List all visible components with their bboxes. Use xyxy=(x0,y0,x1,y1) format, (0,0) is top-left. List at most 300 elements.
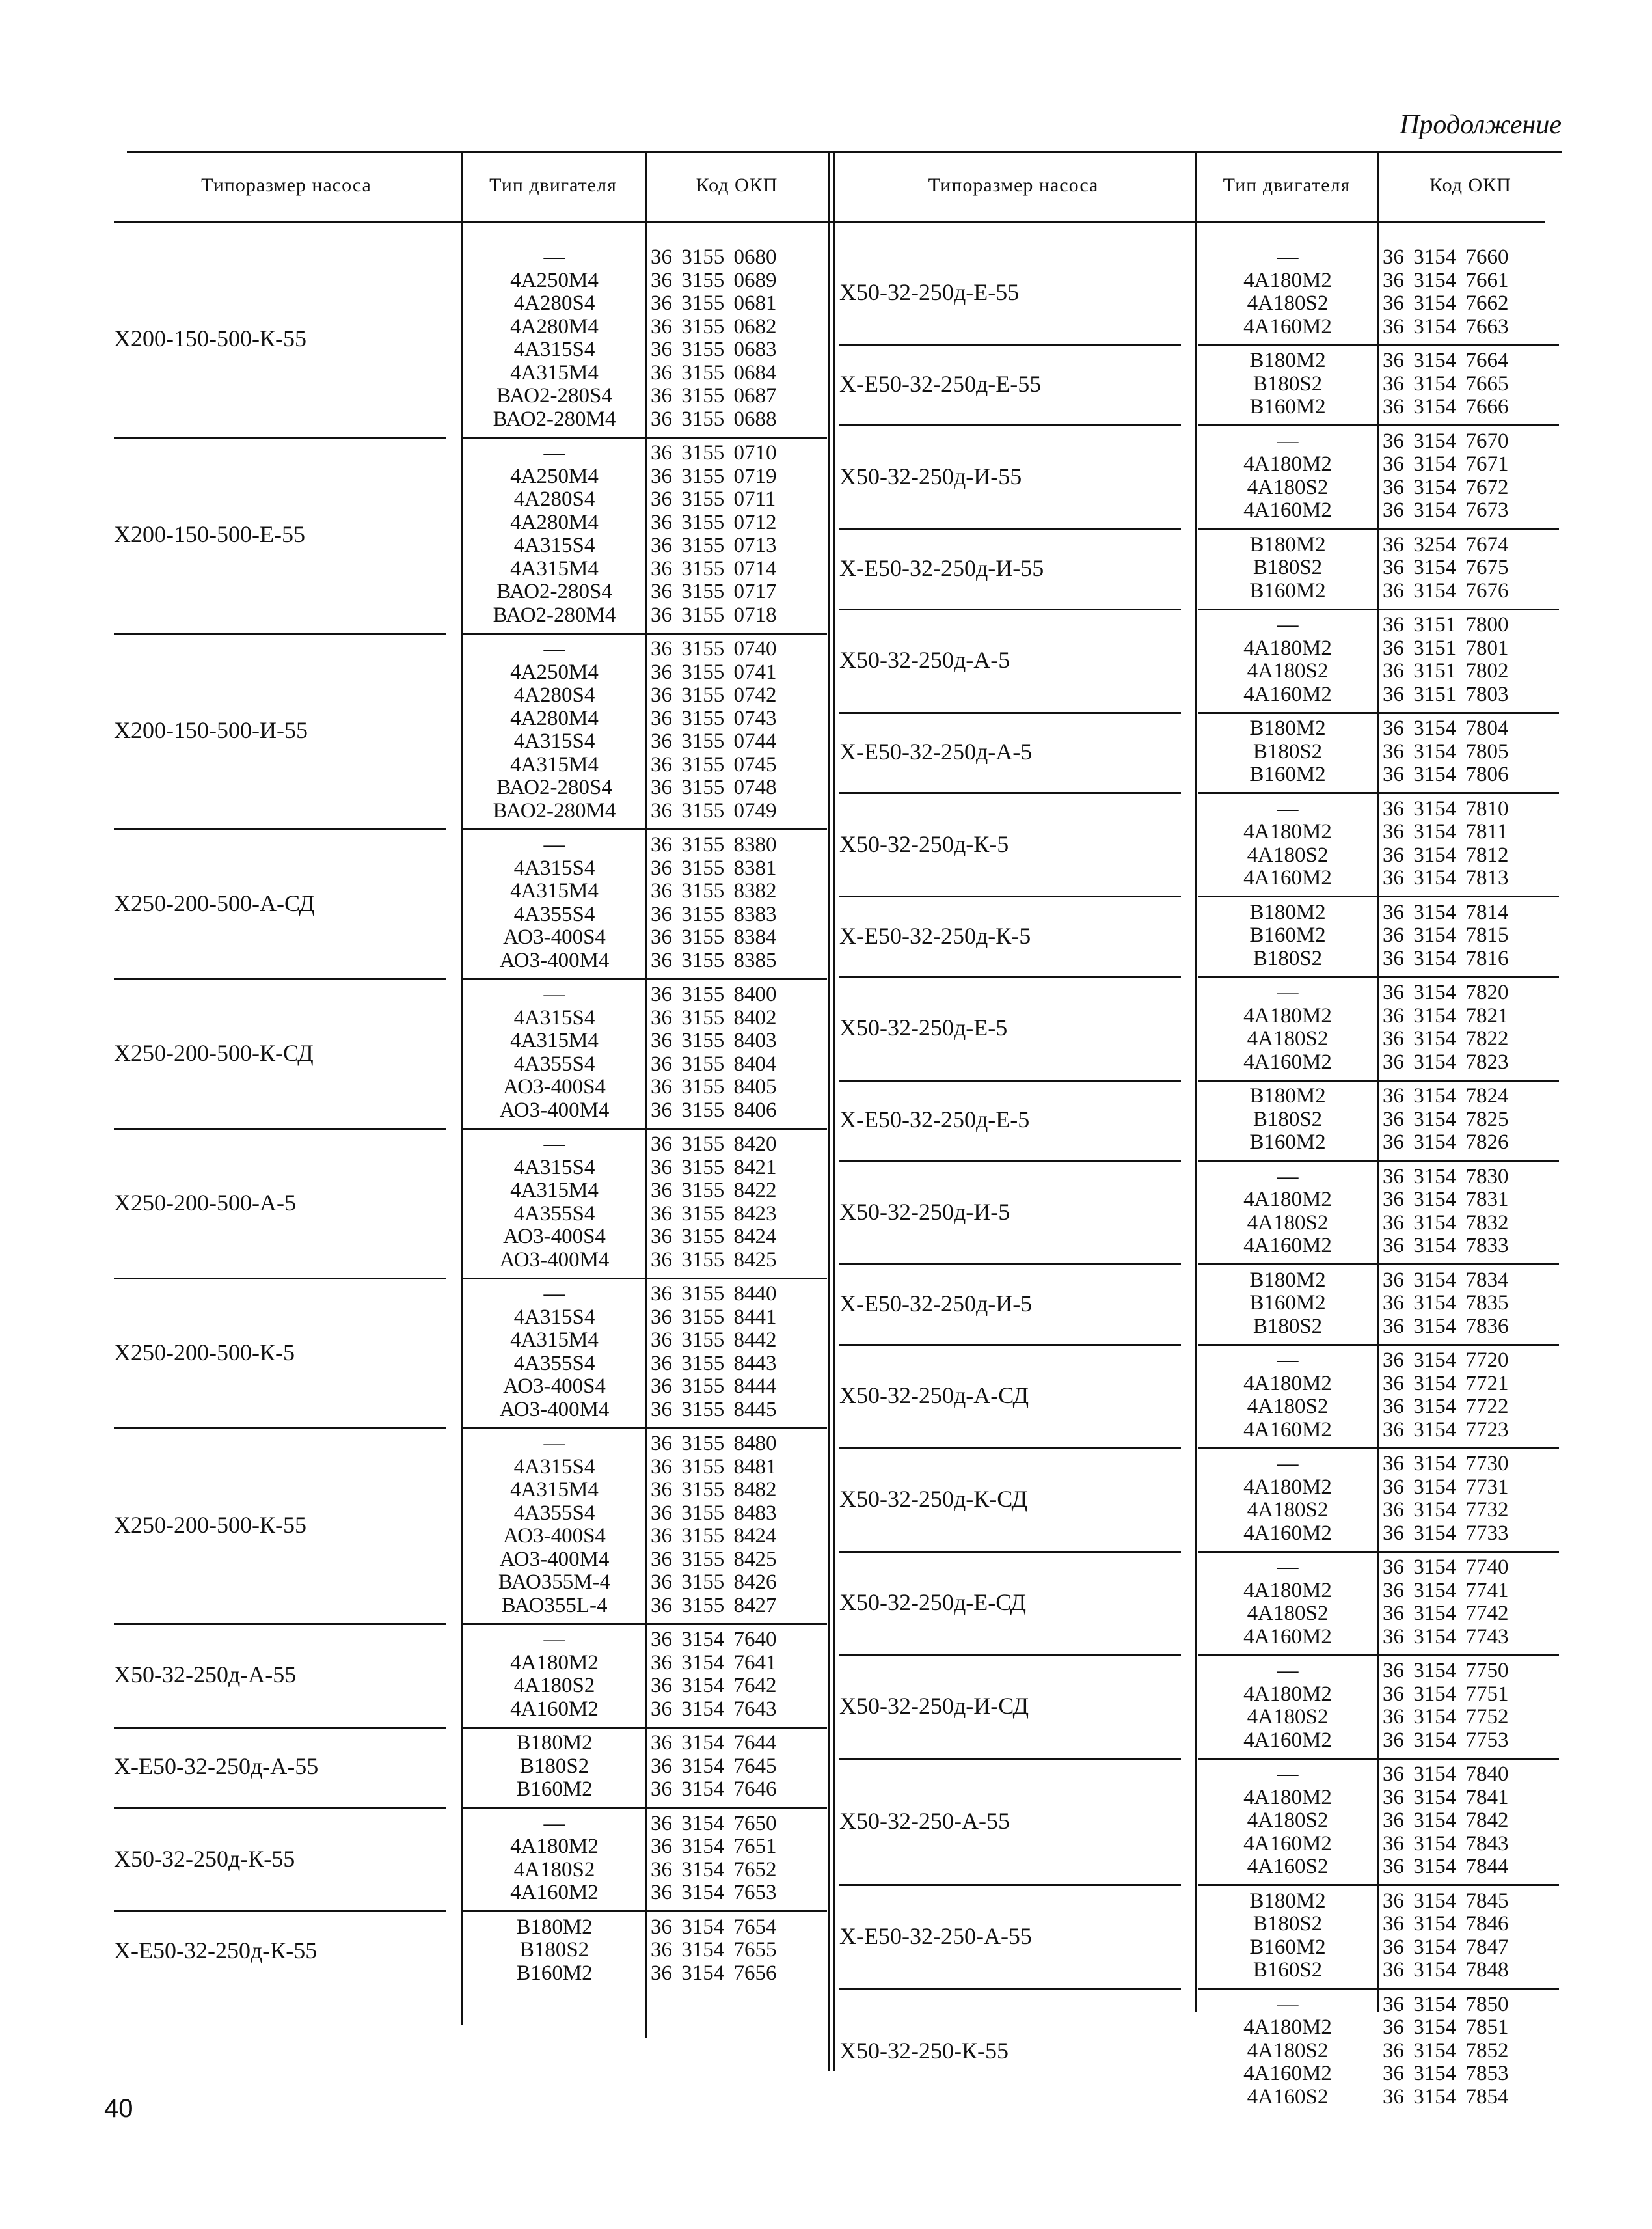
okp-code-list xyxy=(1380,1453,1559,1545)
okp-code: 36 3155 0683 xyxy=(651,338,777,361)
pump-group xyxy=(0,717,1652,787)
pump-group xyxy=(0,1890,1652,1982)
motor-type: ВАО355L-4 xyxy=(501,1593,608,1617)
motor-type: 4А160М2 xyxy=(1243,1234,1332,1257)
pump-model: Х50-32-250-А-55 xyxy=(839,1807,1010,1834)
motor-type: В180S2 xyxy=(1253,556,1323,579)
okp-code: 36 3155 0740 xyxy=(651,637,777,661)
okp-code: 36 3154 7845 xyxy=(1383,1889,1509,1913)
motor-type: 4А160М2 xyxy=(1243,499,1332,522)
okp-code-list xyxy=(1380,1763,1559,1879)
pump-model: Х-Е50-32-250д-И-55 xyxy=(839,554,1044,581)
okp-code: 36 3155 8425 xyxy=(651,1547,777,1571)
motor-type: 4А280М4 xyxy=(510,510,599,534)
motor-type: 4А180S2 xyxy=(513,1674,595,1697)
okp-code: 36 3154 7813 xyxy=(1383,866,1509,890)
row-separator xyxy=(839,1884,1181,1886)
okp-code: 36 3154 7806 xyxy=(1383,763,1509,786)
pump-model: Х50-32-250д-К-5 xyxy=(839,830,1009,857)
okp-code: 36 3154 7750 xyxy=(1383,1659,1509,1682)
okp-code: 36 3154 7722 xyxy=(1383,1395,1509,1418)
okp-code: 36 3154 7673 xyxy=(1383,499,1509,522)
motor-type: 4А355S4 xyxy=(513,1351,595,1375)
okp-code: 36 3154 7653 xyxy=(651,1881,777,1904)
pump-model: Х200-150-500-Е-55 xyxy=(114,521,305,547)
okp-code: 36 3155 8441 xyxy=(651,1305,777,1329)
motor-type: В160М2 xyxy=(1249,763,1326,786)
okp-code: 36 3155 8420 xyxy=(651,1132,777,1156)
okp-code: 36 3154 7742 xyxy=(1383,1602,1509,1625)
motor-type: 4А180М2 xyxy=(510,1835,599,1858)
okp-code: 36 3154 7740 xyxy=(1383,1555,1509,1579)
motor-list xyxy=(1198,1453,1377,1545)
motor-type: — xyxy=(1277,797,1299,821)
motor-type: ВАО2-280М4 xyxy=(493,603,616,627)
pump-model: Х50-32-250д-А-5 xyxy=(839,647,1010,673)
motor-type: 4А355S4 xyxy=(513,1201,595,1225)
okp-code: 36 3154 7666 xyxy=(1383,395,1509,418)
okp-code: 36 3154 7752 xyxy=(1383,1705,1509,1729)
pump-model: Х250-200-500-А-СД xyxy=(114,890,315,916)
motor-list xyxy=(1198,1890,1377,1982)
col-header-code-left: Код ОКП xyxy=(696,174,778,196)
okp-code: 36 3154 7834 xyxy=(1383,1268,1509,1292)
row-separator xyxy=(839,976,1181,978)
okp-code: 36 3155 8427 xyxy=(651,1593,777,1617)
motor-type: — xyxy=(543,1628,565,1651)
okp-code: 36 3155 0719 xyxy=(651,464,777,488)
motor-type: 4А180М2 xyxy=(1243,1371,1332,1395)
pump-model: Х50-32-250д-Е-55 xyxy=(839,279,1020,305)
motor-type: 4А280S4 xyxy=(513,683,595,707)
motor-type: 4А180М2 xyxy=(510,1650,599,1675)
motor-list xyxy=(1198,717,1377,787)
motor-type: В180М2 xyxy=(1249,1084,1326,1108)
okp-code: 36 3155 8404 xyxy=(651,1052,777,1076)
motor-type: 4А180S2 xyxy=(1247,1602,1329,1625)
motor-list xyxy=(1198,981,1377,1074)
pump-group xyxy=(0,798,1652,890)
motor-type: 4А180М2 xyxy=(1243,1475,1332,1499)
okp-code: 36 3155 0688 xyxy=(651,407,777,431)
okp-code-list xyxy=(1380,981,1559,1074)
okp-code: 36 3155 0712 xyxy=(651,510,777,534)
okp-code: 36 3155 8480 xyxy=(651,1432,777,1455)
row-separator xyxy=(1198,1447,1559,1449)
okp-code: 36 3155 8425 xyxy=(651,1248,777,1272)
okp-code: 36 3155 8382 xyxy=(651,879,777,903)
motor-type: — xyxy=(543,1132,565,1156)
pump-model: Х-Е50-32-250-А-55 xyxy=(839,1922,1032,1949)
motor-type: В160М2 xyxy=(1249,395,1326,418)
motor-type: В180М2 xyxy=(1249,1268,1326,1292)
pump-group xyxy=(0,246,1652,338)
okp-code: 36 3155 0711 xyxy=(651,487,776,511)
motor-type: 4А160М2 xyxy=(1243,866,1332,890)
motor-type: 4А180S2 xyxy=(1247,1809,1329,1832)
okp-code: 36 3155 8445 xyxy=(651,1397,777,1421)
motor-type: АО3-400М4 xyxy=(499,1248,610,1272)
okp-code-list xyxy=(1380,534,1559,603)
okp-code: 36 3154 7831 xyxy=(1383,1188,1509,1211)
okp-code: 36 3154 7846 xyxy=(1383,1912,1509,1935)
motor-type: В180S2 xyxy=(1253,372,1323,396)
okp-code: 36 3155 8426 xyxy=(651,1570,777,1594)
okp-code: 36 3154 7811 xyxy=(1383,820,1508,843)
pump-model: Х50-32-250д-К-55 xyxy=(114,1845,295,1872)
okp-code-list xyxy=(1380,1166,1559,1258)
okp-code: 36 3155 8423 xyxy=(651,1201,777,1225)
motor-type: 4А160М2 xyxy=(1243,1417,1332,1442)
motor-type: 4А180М2 xyxy=(1243,452,1332,476)
okp-code: 36 3154 7676 xyxy=(1383,579,1509,603)
okp-code: 36 3154 7640 xyxy=(651,1628,777,1651)
pump-model: Х50-32-250д-А-СД xyxy=(839,1382,1029,1408)
okp-code: 36 3155 0680 xyxy=(651,245,777,269)
row-separator xyxy=(839,792,1181,794)
okp-code: 36 3154 7644 xyxy=(651,1731,777,1755)
pump-model: Х-Е50-32-250д-А-5 xyxy=(839,739,1033,765)
motor-type: 4А315М4 xyxy=(510,556,599,581)
motor-type: 4А315S4 xyxy=(513,1005,595,1030)
row-separator xyxy=(1198,1160,1559,1162)
row-separator xyxy=(839,1263,1181,1265)
okp-code: 36 3154 7654 xyxy=(651,1915,777,1939)
okp-code: 36 3154 7743 xyxy=(1383,1624,1509,1648)
motor-type: 4А180S2 xyxy=(1247,1395,1329,1418)
motor-type: В180S2 xyxy=(1253,1912,1323,1935)
motor-type: 4А160М2 xyxy=(510,1881,599,1904)
pump-group xyxy=(0,1166,1652,1258)
okp-code: 36 3154 7833 xyxy=(1383,1234,1509,1257)
okp-code: 36 3154 7832 xyxy=(1383,1210,1509,1235)
okp-code: 36 3154 7733 xyxy=(1383,1521,1509,1545)
okp-code: 36 3155 8384 xyxy=(651,925,777,949)
pump-model: Х250-200-500-К-СД xyxy=(114,1039,314,1066)
row-separator xyxy=(839,1988,1181,1990)
okp-code: 36 3154 7836 xyxy=(1383,1314,1509,1338)
motor-type: 4А180S2 xyxy=(1247,475,1329,499)
row-separator xyxy=(1198,528,1559,530)
okp-code: 36 3155 8482 xyxy=(651,1478,777,1501)
motor-type: 4А280М4 xyxy=(510,706,599,730)
okp-code: 36 3154 7805 xyxy=(1383,739,1509,763)
pump-model: Х50-32-250д-И-5 xyxy=(839,1198,1010,1225)
col-header-code-right: Код ОКП xyxy=(1429,174,1511,196)
row-separator xyxy=(839,424,1181,426)
motor-type: АО3-400М4 xyxy=(499,948,610,972)
pump-group xyxy=(0,1085,1652,1155)
pump-model: Х-Е50-32-250д-К-55 xyxy=(114,1937,318,1963)
motor-type: ВАО2-280М4 xyxy=(493,799,616,823)
motor-type: АО3-400М4 xyxy=(499,1547,610,1571)
okp-code: 36 3155 8422 xyxy=(651,1179,777,1202)
motor-type: 4А160М2 xyxy=(510,1697,599,1721)
okp-code: 36 3154 7650 xyxy=(651,1811,777,1835)
right-half xyxy=(0,221,1652,2109)
okp-code: 36 3155 8403 xyxy=(651,1029,777,1052)
pump-group xyxy=(0,1993,1652,2109)
okp-code: 36 3155 0743 xyxy=(651,706,777,730)
okp-code: 36 3151 7803 xyxy=(1383,682,1509,706)
motor-type: 4А180S2 xyxy=(1247,659,1329,683)
motor-type: 4А160М2 xyxy=(1243,682,1332,706)
pump-group xyxy=(0,534,1652,603)
motor-type: В160М2 xyxy=(1249,1130,1326,1154)
okp-code: 36 3154 7661 xyxy=(1383,268,1509,292)
motor-list xyxy=(1198,901,1377,971)
motor-type: ВАО2-280М4 xyxy=(493,407,616,431)
motor-type: — xyxy=(1277,1348,1299,1372)
motor-type: В180S2 xyxy=(1253,1314,1323,1338)
okp-code: 36 3154 7721 xyxy=(1383,1371,1509,1395)
pump-model: Х250-200-500-К-5 xyxy=(114,1339,295,1365)
pump-model: Х50-32-250д-А-55 xyxy=(114,1661,297,1688)
motor-type: АО3-400S4 xyxy=(503,925,606,949)
okp-code: 36 3155 8400 xyxy=(651,983,777,1006)
okp-code: 36 3154 7844 xyxy=(1383,1855,1509,1878)
motor-type: 4А180S2 xyxy=(1247,843,1329,867)
okp-code: 36 3254 7674 xyxy=(1383,532,1509,556)
okp-code: 36 3155 0684 xyxy=(651,361,777,385)
motor-type: — xyxy=(1277,981,1299,1004)
motor-list xyxy=(1198,1166,1377,1258)
okp-code: 36 3155 0710 xyxy=(651,441,777,465)
pump-group xyxy=(0,1556,1652,1648)
okp-code: 36 3154 7651 xyxy=(651,1835,777,1858)
okp-code: 36 3154 7655 xyxy=(651,1938,777,1962)
okp-code: 36 3154 7804 xyxy=(1383,717,1509,740)
okp-code: 36 3154 7723 xyxy=(1383,1417,1509,1442)
row-separator xyxy=(1198,1654,1559,1656)
row-separator xyxy=(1198,1080,1559,1082)
pump-group xyxy=(0,901,1652,971)
col-header-pump-left: Типоразмер насоса xyxy=(201,174,372,196)
okp-code-list xyxy=(1380,1349,1559,1442)
motor-type: 4А180М2 xyxy=(1243,2016,1332,2039)
motor-list xyxy=(1198,614,1377,706)
motor-type: 4А315S4 xyxy=(513,856,595,880)
motor-type: 4А160М2 xyxy=(1243,1521,1332,1545)
motor-type: 4А315S4 xyxy=(513,1305,595,1329)
okp-code: 36 3154 7732 xyxy=(1383,1498,1509,1522)
motor-type: 4А160М2 xyxy=(1243,1050,1332,1074)
motor-list xyxy=(1198,1660,1377,1752)
motor-type: 4А160S2 xyxy=(1247,2085,1329,2109)
motor-type: В180М2 xyxy=(516,1915,593,1939)
motor-type: В160S2 xyxy=(1253,1958,1323,1982)
motor-type: — xyxy=(1277,1164,1299,1188)
motor-type: В180S2 xyxy=(1253,946,1323,970)
okp-code: 36 3154 7854 xyxy=(1383,2085,1509,2109)
okp-code: 36 3155 0718 xyxy=(651,603,777,627)
okp-code-list xyxy=(1380,349,1559,419)
pump-model: Х-Е50-32-250д-И-5 xyxy=(839,1290,1033,1317)
motor-type: ВАО2-280S4 xyxy=(496,384,612,407)
motor-type: 4А315S4 xyxy=(513,1455,595,1479)
row-separator xyxy=(1198,609,1559,610)
col-header-motor-right: Тип двигателя xyxy=(1223,174,1351,196)
okp-code: 36 3154 7824 xyxy=(1383,1084,1509,1108)
okp-code: 36 3154 7645 xyxy=(651,1754,777,1778)
motor-list xyxy=(1198,1763,1377,1879)
okp-code: 36 3155 0687 xyxy=(651,384,777,407)
okp-code: 36 3154 7663 xyxy=(1383,314,1509,338)
motor-type: ВАО2-280S4 xyxy=(496,580,612,603)
motor-type: 4А250М4 xyxy=(510,464,599,488)
row-separator xyxy=(1198,1551,1559,1553)
row-separator xyxy=(1198,1988,1559,1990)
motor-type: — xyxy=(543,1282,565,1306)
motor-type: 4А180S2 xyxy=(513,1857,595,1881)
row-separator xyxy=(839,609,1181,610)
motor-type: — xyxy=(543,1811,565,1835)
row-separator xyxy=(1198,1758,1559,1760)
motor-type: В180М2 xyxy=(516,1731,593,1755)
okp-code: 36 3155 0748 xyxy=(651,776,777,799)
pump-model: Х50-32-250д-И-СД xyxy=(839,1693,1029,1719)
motor-type: В180М2 xyxy=(1249,900,1326,924)
okp-code: 36 3155 8483 xyxy=(651,1501,777,1525)
motor-type: 4А160М2 xyxy=(1243,1624,1332,1648)
motor-type: — xyxy=(543,441,565,465)
motor-type: — xyxy=(1277,245,1299,269)
motor-type: 4А280S4 xyxy=(513,292,595,315)
motor-type: В160М2 xyxy=(1249,1291,1326,1315)
okp-code: 36 3155 8424 xyxy=(651,1225,777,1248)
okp-code: 36 3154 7830 xyxy=(1383,1164,1509,1188)
okp-code: 36 3154 7841 xyxy=(1383,1785,1509,1809)
okp-code: 36 3154 7816 xyxy=(1383,946,1509,970)
col-header-pump-right: Типоразмер насоса xyxy=(928,174,1099,196)
okp-code: 36 3154 7741 xyxy=(1383,1578,1509,1602)
okp-code: 36 3154 7835 xyxy=(1383,1291,1509,1315)
okp-code: 36 3155 0682 xyxy=(651,314,777,338)
motor-type: 4А180S2 xyxy=(1247,2038,1329,2062)
motor-list xyxy=(1198,1269,1377,1339)
okp-code: 36 3154 7851 xyxy=(1383,2016,1509,2039)
motor-type: 4А180S2 xyxy=(1247,292,1329,315)
motor-type: АО3-400М4 xyxy=(499,1397,610,1421)
row-separator xyxy=(839,1447,1181,1449)
okp-code: 36 3154 7662 xyxy=(1383,292,1509,315)
motor-type: 4А160М2 xyxy=(1243,1831,1332,1855)
okp-code-list xyxy=(1380,1556,1559,1648)
row-separator xyxy=(839,1160,1181,1162)
pump-group xyxy=(0,614,1652,706)
okp-code: 36 3154 7848 xyxy=(1383,1958,1509,1982)
motor-list xyxy=(1198,1556,1377,1648)
okp-code: 36 3155 8383 xyxy=(651,902,777,926)
motor-type: — xyxy=(543,1432,565,1455)
motor-list xyxy=(1198,430,1377,523)
okp-code: 36 3155 0741 xyxy=(651,660,777,684)
motor-type: В180М2 xyxy=(1249,1889,1326,1913)
okp-code: 36 3154 7656 xyxy=(651,1961,777,1985)
okp-code: 36 3155 8443 xyxy=(651,1351,777,1375)
pump-model: Х200-150-500-И-55 xyxy=(114,717,308,743)
okp-code: 36 3155 0714 xyxy=(651,556,777,581)
motor-type: 4А280М4 xyxy=(510,314,599,338)
motor-type: В180S2 xyxy=(519,1754,589,1778)
okp-code: 36 3154 7730 xyxy=(1383,1452,1509,1475)
motor-type: 4А180S2 xyxy=(1247,1210,1329,1235)
motor-type: АО3-400S4 xyxy=(503,1225,606,1248)
okp-code: 36 3154 7671 xyxy=(1383,452,1509,476)
motor-type: 4А280S4 xyxy=(513,487,595,511)
motor-type: 4А315S4 xyxy=(513,730,595,753)
okp-code: 36 3155 8440 xyxy=(651,1282,777,1306)
motor-type: 4А180М2 xyxy=(1243,1004,1332,1028)
okp-code: 36 3155 8424 xyxy=(651,1524,777,1548)
motor-type: — xyxy=(543,983,565,1006)
motor-type: 4А160М2 xyxy=(1243,1728,1332,1752)
okp-code: 36 3155 8481 xyxy=(651,1455,777,1479)
pump-model: Х50-32-250д-Е-5 xyxy=(839,1015,1008,1041)
motor-type: — xyxy=(1277,613,1299,636)
motor-type: В160М2 xyxy=(1249,1935,1326,1959)
motor-type: 4А180М2 xyxy=(1243,820,1332,843)
row-separator xyxy=(1198,792,1559,794)
pump-model: Х50-32-250д-К-СД xyxy=(839,1486,1028,1512)
motor-type: 4А180S2 xyxy=(1247,1705,1329,1729)
motor-type: 4А180М2 xyxy=(1243,636,1332,660)
okp-code: 36 3154 7670 xyxy=(1383,429,1509,453)
motor-type: 4А355S4 xyxy=(513,1501,595,1525)
motor-type: 4А315М4 xyxy=(510,879,599,903)
motor-type: 4А160S2 xyxy=(1247,1855,1329,1878)
okp-code: 36 3151 7800 xyxy=(1383,613,1509,636)
okp-code-list xyxy=(1380,246,1559,338)
pump-model: Х50-32-250-К-55 xyxy=(839,2038,1009,2064)
okp-code: 36 3154 7820 xyxy=(1383,981,1509,1004)
col-header-motor-left: Тип двигателя xyxy=(489,174,617,196)
okp-code: 36 3154 7642 xyxy=(651,1674,777,1697)
okp-code-list xyxy=(1380,901,1559,971)
motor-type: — xyxy=(543,833,565,856)
row-separator xyxy=(1198,1884,1559,1886)
row-separator xyxy=(839,712,1181,714)
pump-group xyxy=(0,1453,1652,1545)
okp-code-list xyxy=(1380,430,1559,523)
okp-code: 36 3154 7847 xyxy=(1383,1935,1509,1959)
okp-code: 36 3154 7822 xyxy=(1383,1027,1509,1050)
motor-type: 4А180S2 xyxy=(1247,1027,1329,1050)
okp-code: 36 3155 0689 xyxy=(651,268,777,292)
okp-code-list xyxy=(1380,614,1559,706)
motor-list xyxy=(1198,349,1377,419)
motor-type: 4А250М4 xyxy=(510,660,599,684)
motor-type: 4А315S4 xyxy=(513,338,595,361)
okp-code-list xyxy=(1380,717,1559,787)
row-separator xyxy=(1198,976,1559,978)
motor-type: 4А180М2 xyxy=(1243,1682,1332,1706)
motor-type: В180S2 xyxy=(1253,1107,1323,1131)
okp-code: 36 3154 7810 xyxy=(1383,797,1509,821)
motor-type: АО3-400S4 xyxy=(503,1374,606,1398)
row-separator xyxy=(1198,712,1559,714)
pump-group xyxy=(0,981,1652,1074)
motor-type: АО3-400S4 xyxy=(503,1524,606,1548)
okp-code: 36 3155 0717 xyxy=(651,580,777,603)
okp-code: 36 3154 7675 xyxy=(1383,556,1509,579)
okp-code-list xyxy=(1380,1890,1559,1982)
okp-code: 36 3155 8380 xyxy=(651,833,777,856)
okp-code: 36 3154 7751 xyxy=(1383,1682,1509,1706)
pump-model: Х250-200-500-К-55 xyxy=(114,1512,306,1538)
okp-code: 36 3154 7850 xyxy=(1383,1992,1509,2016)
okp-code: 36 3155 8406 xyxy=(651,1098,777,1122)
